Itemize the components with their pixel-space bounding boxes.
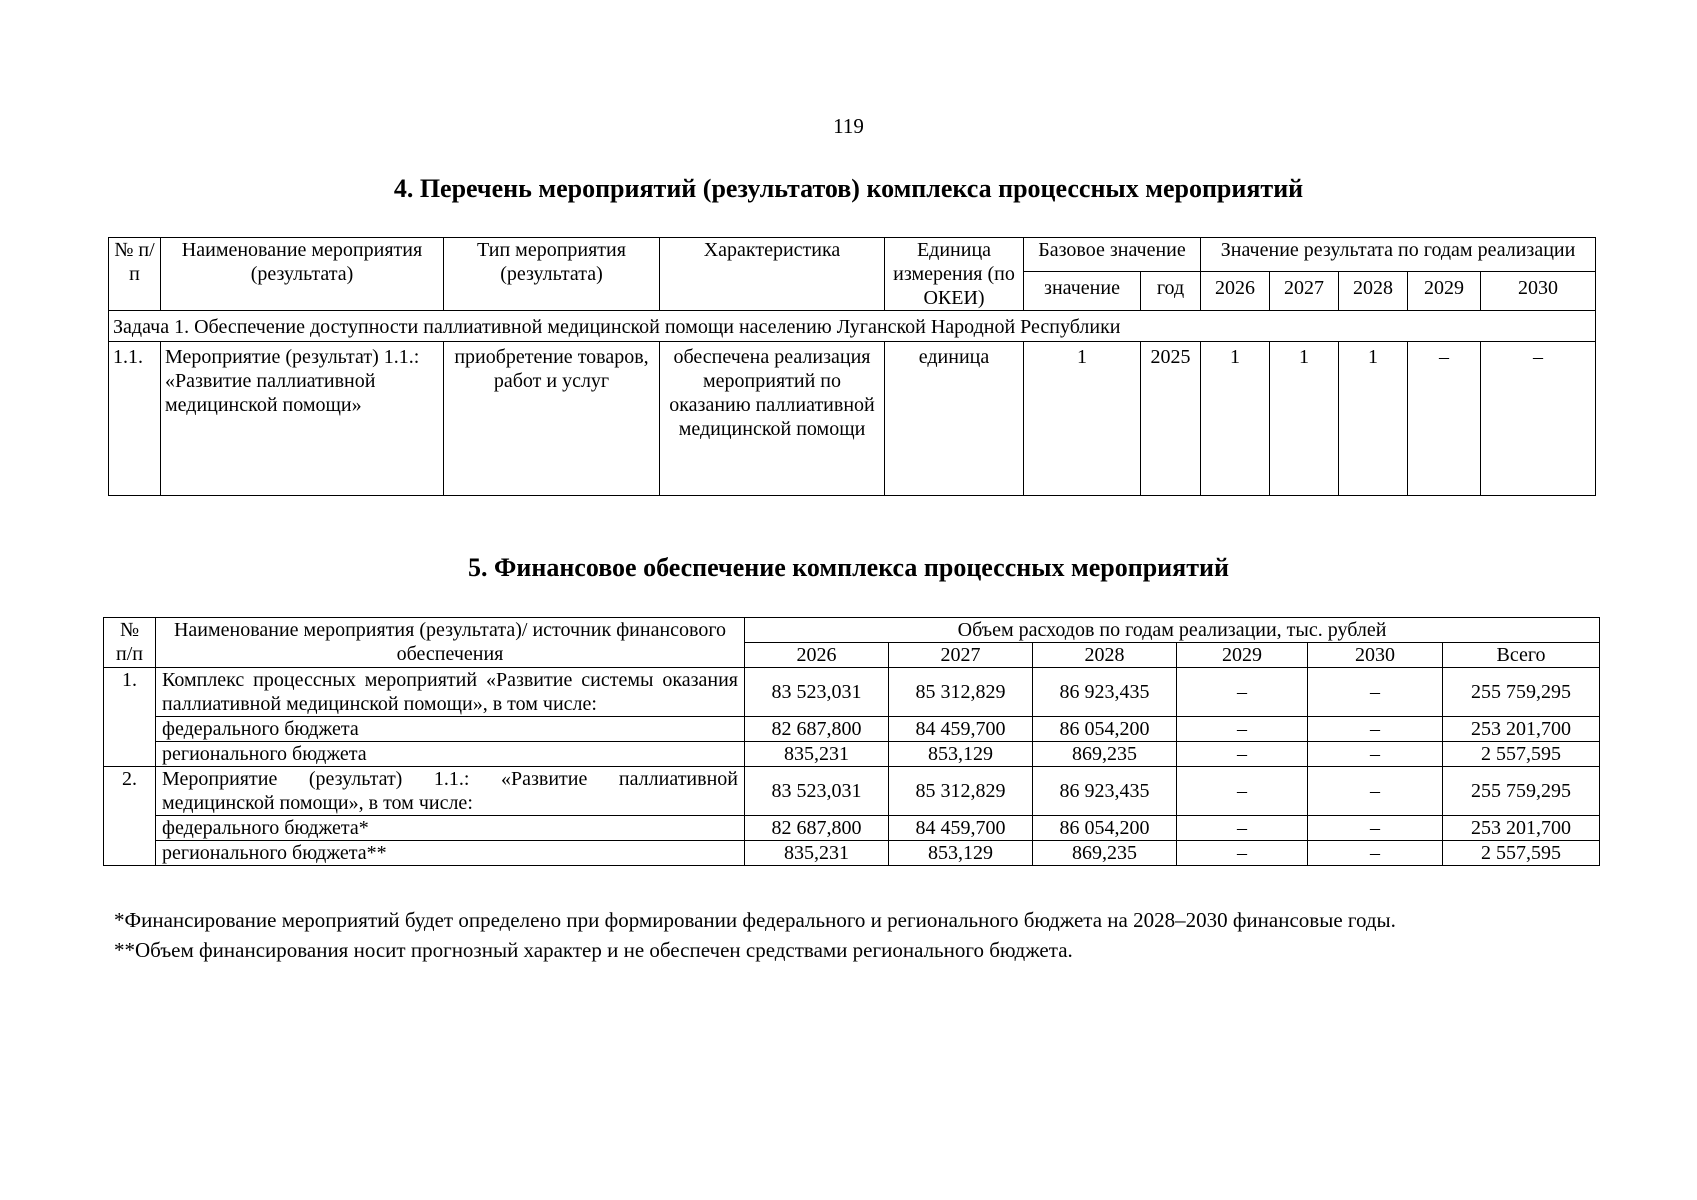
row-value: – (1308, 717, 1443, 742)
row-value: – (1177, 841, 1308, 866)
row-value: 83 523,031 (745, 767, 889, 816)
row-value: – (1308, 816, 1443, 841)
row-name: Комплекс процессных мероприятий «Развитие системы оказания паллиативной медицинской помощи», в том числе: (156, 668, 745, 717)
footnote: *Финансирование мероприятий будет определено при формировании федерального и регионального бюджета на 2028–2030 финансовые годы. (114, 908, 1396, 932)
row-value: 83 523,031 (745, 668, 889, 717)
header-name: Наименование мероприятия (результата) (161, 238, 444, 311)
row-total: 253 201,700 (1443, 717, 1600, 742)
row-total: 2 557,595 (1443, 742, 1600, 767)
row-value: – (1177, 816, 1308, 841)
row-value: 835,231 (745, 742, 889, 767)
header-row (109, 238, 1596, 272)
row-value: – (1308, 742, 1443, 767)
row-name: Мероприятие (результат) 1.1.: «Развитие паллиативной медицинской помощи» (161, 342, 444, 496)
row-value: 86 054,200 (1033, 717, 1177, 742)
row-value: – (1177, 668, 1308, 717)
table-row (104, 742, 1600, 767)
row-name: регионального бюджета** (156, 841, 745, 866)
row-unit: единица (885, 342, 1024, 496)
page-number: 119 (833, 114, 864, 138)
row-type: приобретение товаров, работ и услуг (444, 342, 660, 496)
header-row (104, 618, 1600, 643)
row-base-value: 1 (1024, 342, 1141, 496)
row-num: 2. (104, 767, 156, 866)
row-value: 835,231 (745, 841, 889, 866)
row-name: Мероприятие (результат) 1.1.: «Развитие паллиативной медицинской помощи», в том числе: (156, 767, 745, 816)
row-name: регионального бюджета (156, 742, 745, 767)
row-value: 853,129 (889, 742, 1033, 767)
row-value: 82 687,800 (745, 717, 889, 742)
row-num: 1. (104, 668, 156, 767)
section-4-title: 4. Перечень мероприятий (результатов) комплекса процессных мероприятий (393, 174, 1304, 203)
header-base-year: год (1141, 271, 1201, 310)
header-unit: Единица измерения (по ОКЕИ) (885, 238, 1024, 311)
table-row (104, 717, 1600, 742)
task-row (109, 311, 1596, 342)
header-num: № п/п (104, 618, 156, 668)
row-name: федерального бюджета* (156, 816, 745, 841)
row-value: – (1177, 767, 1308, 816)
table-row (104, 841, 1600, 866)
row-value: 1 (1201, 342, 1270, 496)
row-total: 255 759,295 (1443, 668, 1600, 717)
row-value: 1 (1270, 342, 1339, 496)
row-value: 853,129 (889, 841, 1033, 866)
header-total: Всего (1443, 643, 1600, 668)
header-name: Наименование мероприятия (результата)/ источник финансового обеспечения (156, 618, 745, 668)
row-value: 1 (1339, 342, 1408, 496)
footnotes (114, 905, 1594, 965)
row-value: 82 687,800 (745, 816, 889, 841)
row-value: 86 923,435 (1033, 668, 1177, 717)
row-value: – (1308, 668, 1443, 717)
row-total: 253 201,700 (1443, 816, 1600, 841)
row-value: 869,235 (1033, 841, 1177, 866)
financing-table (103, 617, 1600, 866)
header-year: 2026 (745, 643, 889, 668)
row-total: 255 759,295 (1443, 767, 1600, 816)
row-characteristic: обеспечена реализация мероприятий по оказанию паллиативной медицинской помощи (660, 342, 885, 496)
row-value: – (1177, 717, 1308, 742)
activities-table (108, 237, 1596, 496)
table-row (104, 668, 1600, 717)
header-year: 2029 (1408, 271, 1481, 310)
header-volume: Объем расходов по годам реализации, тыс. рублей (745, 618, 1600, 643)
table-row (109, 342, 1596, 496)
table-row (104, 767, 1600, 816)
header-year: 2028 (1339, 271, 1408, 310)
row-value: – (1308, 767, 1443, 816)
row-value: – (1408, 342, 1481, 496)
task-text: Задача 1. Обеспечение доступности паллиативной медицинской помощи населению Луганской Народной Республики (109, 311, 1596, 342)
header-base: Базовое значение (1024, 238, 1201, 272)
row-value: 85 312,829 (889, 668, 1033, 717)
row-value: – (1308, 841, 1443, 866)
row-value: – (1177, 742, 1308, 767)
row-base-year: 2025 (1141, 342, 1201, 496)
header-base-value: значение (1024, 271, 1141, 310)
table-row (104, 816, 1600, 841)
row-value: 86 054,200 (1033, 816, 1177, 841)
row-value: – (1481, 342, 1596, 496)
header-year: 2027 (1270, 271, 1339, 310)
section-5-title: 5. Финансовое обеспечение комплекса процессных мероприятий (468, 553, 1229, 582)
row-total: 2 557,595 (1443, 841, 1600, 866)
header-year: 2030 (1481, 271, 1596, 310)
row-num: 1.1. (109, 342, 161, 496)
header-year: 2030 (1308, 643, 1443, 668)
header-num: № п/п (109, 238, 161, 311)
header-type: Тип мероприятия (результата) (444, 238, 660, 311)
row-name: федерального бюджета (156, 717, 745, 742)
header-year: 2028 (1033, 643, 1177, 668)
row-value: 86 923,435 (1033, 767, 1177, 816)
row-value: 85 312,829 (889, 767, 1033, 816)
row-value: 84 459,700 (889, 717, 1033, 742)
header-characteristic: Характеристика (660, 238, 885, 311)
header-result: Значение результата по годам реализации (1201, 238, 1596, 272)
row-value: 869,235 (1033, 742, 1177, 767)
header-year: 2026 (1201, 271, 1270, 310)
row-value: 84 459,700 (889, 816, 1033, 841)
footnote: **Объем финансирования носит прогнозный характер и не обеспечен средствами регионального бюджета. (114, 938, 1073, 962)
header-year: 2029 (1177, 643, 1308, 668)
header-year: 2027 (889, 643, 1033, 668)
